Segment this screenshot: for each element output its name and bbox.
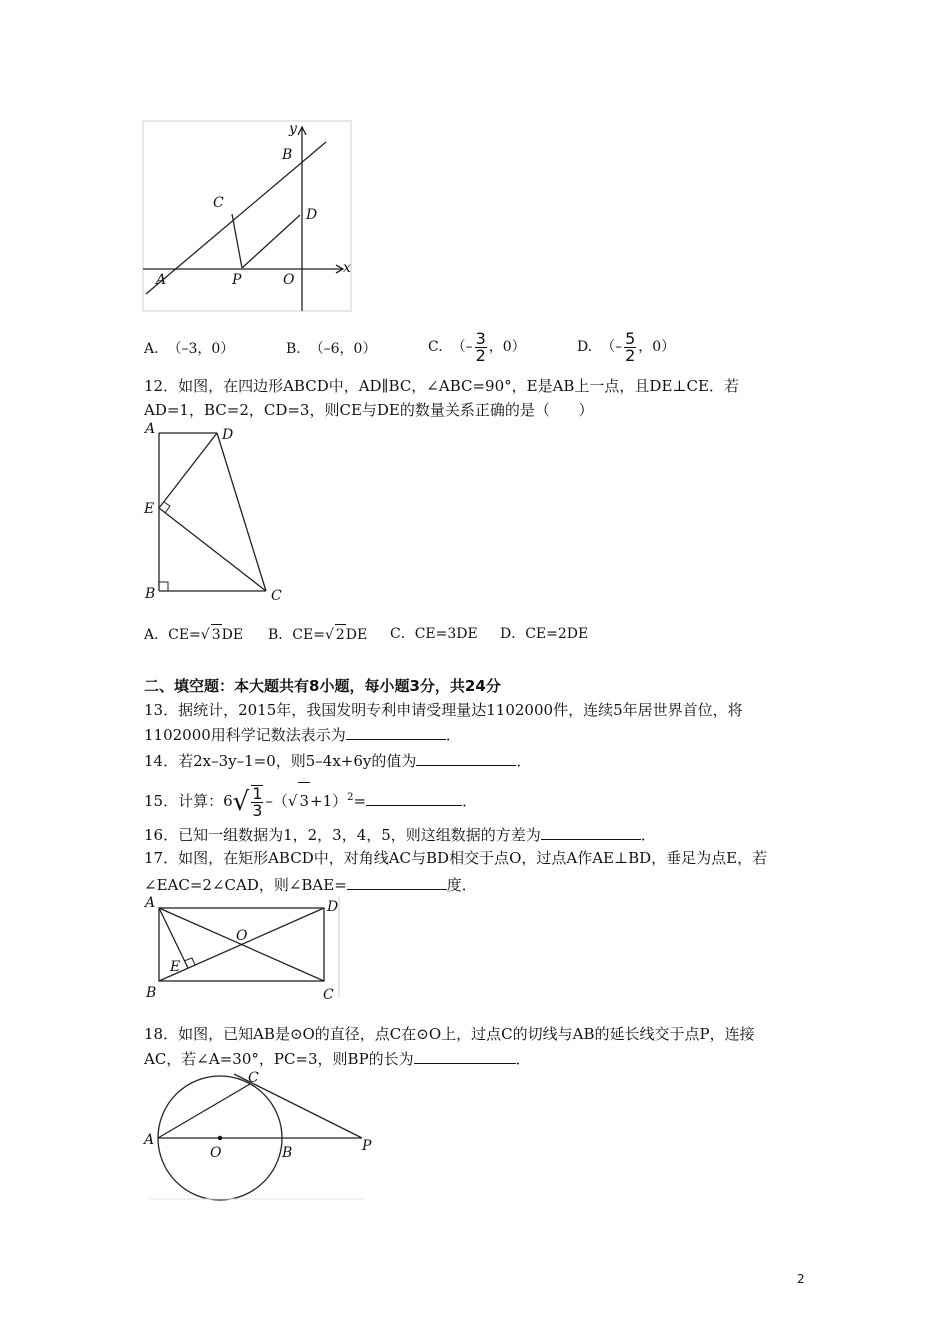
q15-equals: =	[353, 792, 367, 810]
fig11-label-P: P	[232, 272, 242, 288]
q16-answer-blank[interactable]	[541, 824, 641, 840]
q16-line	[144, 824, 656, 845]
q12-option-c: C．CE=3DE	[390, 626, 478, 642]
q18-end: ．	[515, 1050, 531, 1068]
fig18-label-B: B	[282, 1145, 293, 1161]
q12-figure	[140, 418, 290, 608]
fig12-label-A: A	[145, 421, 156, 437]
q11-option-c-numerator: 3	[475, 328, 486, 348]
fig12-label-D: D	[222, 427, 234, 443]
fig18-label-A: A	[144, 1132, 155, 1148]
q17-figure	[140, 894, 350, 1006]
sqrt-icon: √	[232, 787, 250, 817]
q18-line-2-text: AC，若∠A=30°，PC=3，则BP的长为	[144, 1050, 414, 1068]
fig11-label-y: y	[289, 121, 297, 137]
q18-figure	[140, 1064, 390, 1204]
fig17-label-E: E	[170, 959, 181, 975]
q12-line-1: 12．如图，在四边形ABCD中，AD∥BC，∠ABC=90°，E是AB上一点，且DE⊥CE．若	[144, 377, 739, 395]
q11-option-d	[577, 327, 675, 367]
section-heading: 二、填空题：本大题共有8小题，每小题3分，共24分	[144, 677, 501, 695]
q11-option-a: A. （–3，0）	[144, 341, 235, 357]
q18-line-1: 18．如图，已知AB是⊙O的直径，点C在⊙O上，过点C的切线与AB的延长线交于点P，连接	[144, 1025, 755, 1043]
q11-option-c-prefix: C. （–	[428, 339, 473, 355]
q12-line-2: AD=1，BC=2，CD=3，则CE与DE的数量关系正确的是（ ）	[144, 401, 594, 419]
q12-option-a-suffix: DE	[221, 627, 244, 643]
q11-option-d-fraction	[624, 328, 636, 365]
q15-numerator: 1	[252, 784, 263, 803]
fig11-label-A: A	[156, 272, 167, 288]
fig12-label-C: C	[271, 588, 282, 604]
q13-line-1: 13．据统计，2015年，我国发明专利申请受理量达1102000件，连续5年居世界首位，将	[144, 701, 743, 719]
fig18-label-P: P	[362, 1138, 372, 1154]
q11-option-c-suffix: ，0）	[488, 339, 526, 355]
q13-line-2	[144, 724, 461, 745]
sqrt-icon: √	[324, 627, 334, 643]
fig12-label-B: B	[145, 586, 156, 602]
q11-option-d-numerator: 5	[625, 328, 636, 348]
fig17-label-C: C	[323, 987, 334, 1003]
q13-end: ．	[445, 726, 461, 744]
q16-text: 16．已知一组数据为1，2，3，4，5，则这组数据的方差为	[144, 826, 541, 844]
q17-line-2	[144, 874, 477, 895]
q13-answer-blank[interactable]	[346, 724, 446, 740]
fig11-label-C: C	[213, 195, 224, 211]
q12-option-b-radicand: 2	[335, 624, 346, 645]
q17-line-1: 17．如图，在矩形ABCD中，对角线AC与BD相交于点O，过点A作AE⊥BD，垂足为点E，若	[144, 849, 768, 867]
q15-line	[144, 780, 477, 820]
q14-text: 14．若2x–3y–1=0，则5–4x+6y的值为	[144, 752, 417, 770]
q13-line-2-text: 1102000用科学记数法表示为	[144, 726, 346, 744]
q12-option-a	[144, 624, 243, 645]
q11-option-d-suffix: ，0）	[638, 339, 676, 355]
q17-answer-blank[interactable]	[347, 874, 447, 890]
q15-minus: –（	[265, 792, 288, 810]
q11-option-b: B. （–6，0）	[286, 341, 377, 357]
fig18-label-C: C	[248, 1070, 259, 1086]
fig11-label-x: x	[343, 260, 351, 276]
fig17-label-A: A	[145, 895, 156, 911]
q11-option-c-fraction	[475, 328, 487, 365]
q15-exponent: 2	[347, 792, 354, 803]
q15-end: ．	[462, 792, 478, 810]
q15-prefix: 15．计算：6	[144, 792, 233, 810]
q14-line	[144, 750, 531, 771]
page-number: 2	[797, 1272, 805, 1286]
fig11-label-O: O	[283, 272, 295, 288]
fig17-label-O: O	[236, 928, 248, 944]
q11-option-c-denominator: 2	[475, 345, 486, 365]
q15-denominator: 3	[252, 801, 263, 820]
q17-end: 度．	[446, 876, 477, 894]
fig12-label-E: E	[144, 501, 155, 517]
q11-option-d-denominator: 2	[625, 345, 636, 365]
q14-end: ．	[516, 752, 532, 770]
q14-answer-blank[interactable]	[416, 750, 516, 766]
q12-option-a-prefix: A．CE=	[144, 627, 201, 643]
q11-option-d-prefix: D. （–	[577, 339, 623, 355]
sqrt-icon: √	[287, 792, 298, 810]
fig17-label-B: B	[146, 985, 157, 1001]
q12-option-b-prefix: B．CE=	[268, 627, 325, 643]
q15-answer-blank[interactable]	[366, 790, 462, 806]
q18-answer-blank[interactable]	[414, 1048, 516, 1064]
q12-option-d: D．CE=2DE	[500, 626, 589, 642]
fig11-label-D: D	[306, 207, 318, 223]
q17-line-2-text: ∠EAC=2∠CAD，则∠BAE=	[144, 876, 347, 894]
q12-option-b-suffix: DE	[345, 627, 368, 643]
q11-option-c	[428, 327, 526, 367]
q15-fraction	[251, 785, 263, 819]
q12-option-a-radicand: 3	[211, 624, 222, 645]
q15-plus: +1）	[310, 792, 348, 810]
q15-radicand: 3	[298, 782, 310, 819]
sqrt-icon: √	[200, 627, 210, 643]
q16-end: ．	[640, 826, 656, 844]
fig18-label-O: O	[210, 1145, 222, 1161]
fig17-label-D: D	[327, 899, 339, 915]
fig11-label-B: B	[282, 147, 293, 163]
q11-figure	[140, 118, 356, 314]
q12-option-b	[268, 624, 367, 645]
